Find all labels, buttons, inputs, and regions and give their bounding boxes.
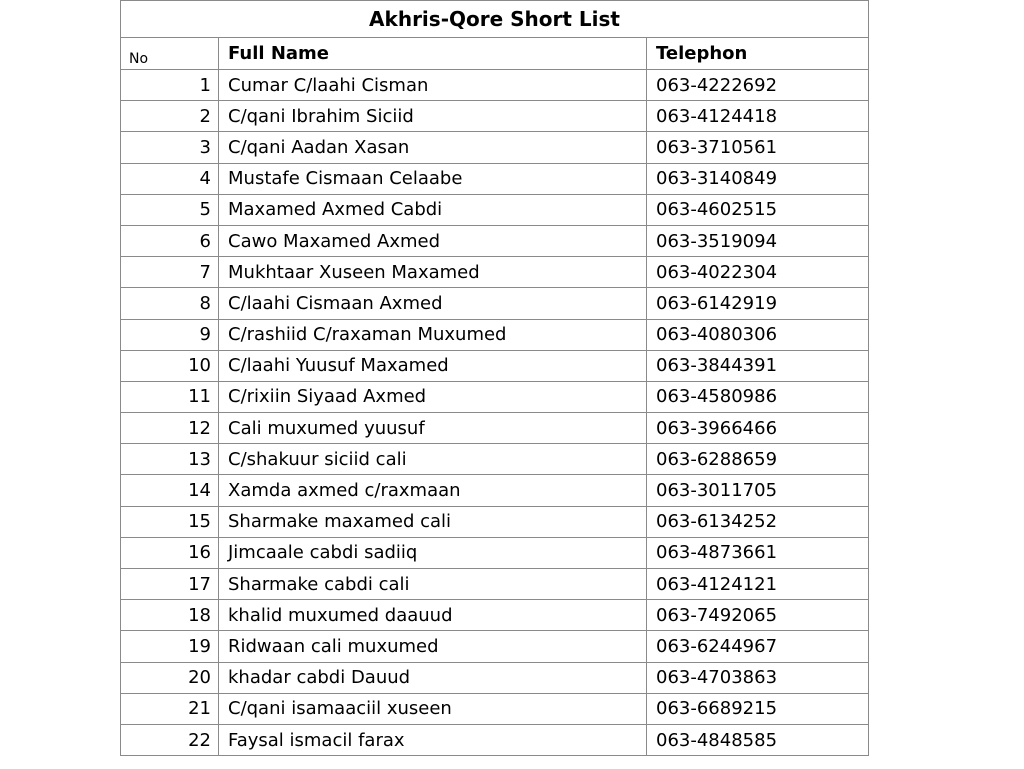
table-row <box>121 600 869 631</box>
row-number: 19 <box>121 631 219 662</box>
full-name-cell: C/laahi Cismaan Axmed <box>219 288 647 319</box>
full-name-cell: C/rashiid C/raxaman Muxumed <box>219 319 647 350</box>
table-row <box>121 693 869 724</box>
row-number: 22 <box>121 724 219 755</box>
row-number: 2 <box>121 101 219 132</box>
table-row <box>121 257 869 288</box>
table-row <box>121 70 869 101</box>
table-row <box>121 381 869 412</box>
row-number: 3 <box>121 132 219 163</box>
table-row <box>121 569 869 600</box>
telephone-cell: 063-7492065 <box>647 600 869 631</box>
table-row <box>121 724 869 755</box>
row-number: 9 <box>121 319 219 350</box>
row-number: 15 <box>121 506 219 537</box>
telephone-cell: 063-6142919 <box>647 288 869 319</box>
full-name-cell: khadar cabdi Dauud <box>219 662 647 693</box>
row-number: 12 <box>121 413 219 444</box>
row-number: 21 <box>121 693 219 724</box>
full-name-cell: Cumar C/laahi Cisman <box>219 70 647 101</box>
row-number: 20 <box>121 662 219 693</box>
row-number: 1 <box>121 70 219 101</box>
telephone-cell: 063-4222692 <box>647 70 869 101</box>
telephone-cell: 063-6689215 <box>647 693 869 724</box>
table-row <box>121 413 869 444</box>
telephone-cell: 063-3011705 <box>647 475 869 506</box>
full-name-cell: Mukhtaar Xuseen Maxamed <box>219 257 647 288</box>
row-number: 17 <box>121 569 219 600</box>
row-number: 7 <box>121 257 219 288</box>
row-number: 11 <box>121 381 219 412</box>
telephone-cell: 063-6288659 <box>647 444 869 475</box>
telephone-cell: 063-3844391 <box>647 350 869 381</box>
table-row <box>121 444 869 475</box>
table-row <box>121 132 869 163</box>
row-number: 5 <box>121 194 219 225</box>
table-row <box>121 537 869 568</box>
row-number: 13 <box>121 444 219 475</box>
row-number: 6 <box>121 225 219 256</box>
telephone-cell: 063-4602515 <box>647 194 869 225</box>
table-row <box>121 662 869 693</box>
row-number: 8 <box>121 288 219 319</box>
title-row <box>121 1 869 38</box>
table-row <box>121 194 869 225</box>
table-row <box>121 163 869 194</box>
full-name-cell: C/rixiin Siyaad Axmed <box>219 381 647 412</box>
sheet-title: Akhris-Qore Short List <box>121 1 869 38</box>
full-name-cell: Ridwaan cali muxumed <box>219 631 647 662</box>
full-name-cell: Cali muxumed yuusuf <box>219 413 647 444</box>
header-row <box>121 38 869 70</box>
full-name-cell: C/shakuur siciid cali <box>219 444 647 475</box>
table-row <box>121 475 869 506</box>
full-name-cell: Mustafe Cismaan Celaabe <box>219 163 647 194</box>
column-header-no: No <box>121 38 219 70</box>
table-row <box>121 631 869 662</box>
telephone-cell: 063-6134252 <box>647 506 869 537</box>
telephone-cell: 063-3966466 <box>647 413 869 444</box>
full-name-cell: Cawo Maxamed Axmed <box>219 225 647 256</box>
row-number: 18 <box>121 600 219 631</box>
column-header-telephon: Telephon <box>647 38 869 70</box>
table-row <box>121 101 869 132</box>
table-row <box>121 350 869 381</box>
row-number: 10 <box>121 350 219 381</box>
telephone-cell: 063-4124418 <box>647 101 869 132</box>
full-name-cell: Sharmake cabdi cali <box>219 569 647 600</box>
full-name-cell: Jimcaale cabdi sadiiq <box>219 537 647 568</box>
full-name-cell: C/qani Aadan Xasan <box>219 132 647 163</box>
full-name-cell: Xamda axmed c/raxmaan <box>219 475 647 506</box>
table-row <box>121 506 869 537</box>
short-list-table <box>120 0 869 756</box>
telephone-cell: 063-4873661 <box>647 537 869 568</box>
full-name-cell: C/qani isamaaciil xuseen <box>219 693 647 724</box>
row-number: 16 <box>121 537 219 568</box>
telephone-cell: 063-4580986 <box>647 381 869 412</box>
telephone-cell: 063-4124121 <box>647 569 869 600</box>
telephone-cell: 063-4022304 <box>647 257 869 288</box>
telephone-cell: 063-3140849 <box>647 163 869 194</box>
full-name-cell: Faysal ismacil farax <box>219 724 647 755</box>
full-name-cell: C/laahi Yuusuf Maxamed <box>219 350 647 381</box>
full-name-cell: C/qani Ibrahim Siciid <box>219 101 647 132</box>
row-number: 4 <box>121 163 219 194</box>
telephone-cell: 063-4703863 <box>647 662 869 693</box>
table-row <box>121 225 869 256</box>
telephone-cell: 063-4848585 <box>647 724 869 755</box>
column-header-full-name: Full Name <box>219 38 647 70</box>
row-number: 14 <box>121 475 219 506</box>
telephone-cell: 063-4080306 <box>647 319 869 350</box>
table-row <box>121 288 869 319</box>
full-name-cell: Maxamed Axmed Cabdi <box>219 194 647 225</box>
table-row <box>121 319 869 350</box>
full-name-cell: Sharmake maxamed cali <box>219 506 647 537</box>
telephone-cell: 063-3710561 <box>647 132 869 163</box>
telephone-cell: 063-6244967 <box>647 631 869 662</box>
full-name-cell: khalid muxumed daauud <box>219 600 647 631</box>
telephone-cell: 063-3519094 <box>647 225 869 256</box>
